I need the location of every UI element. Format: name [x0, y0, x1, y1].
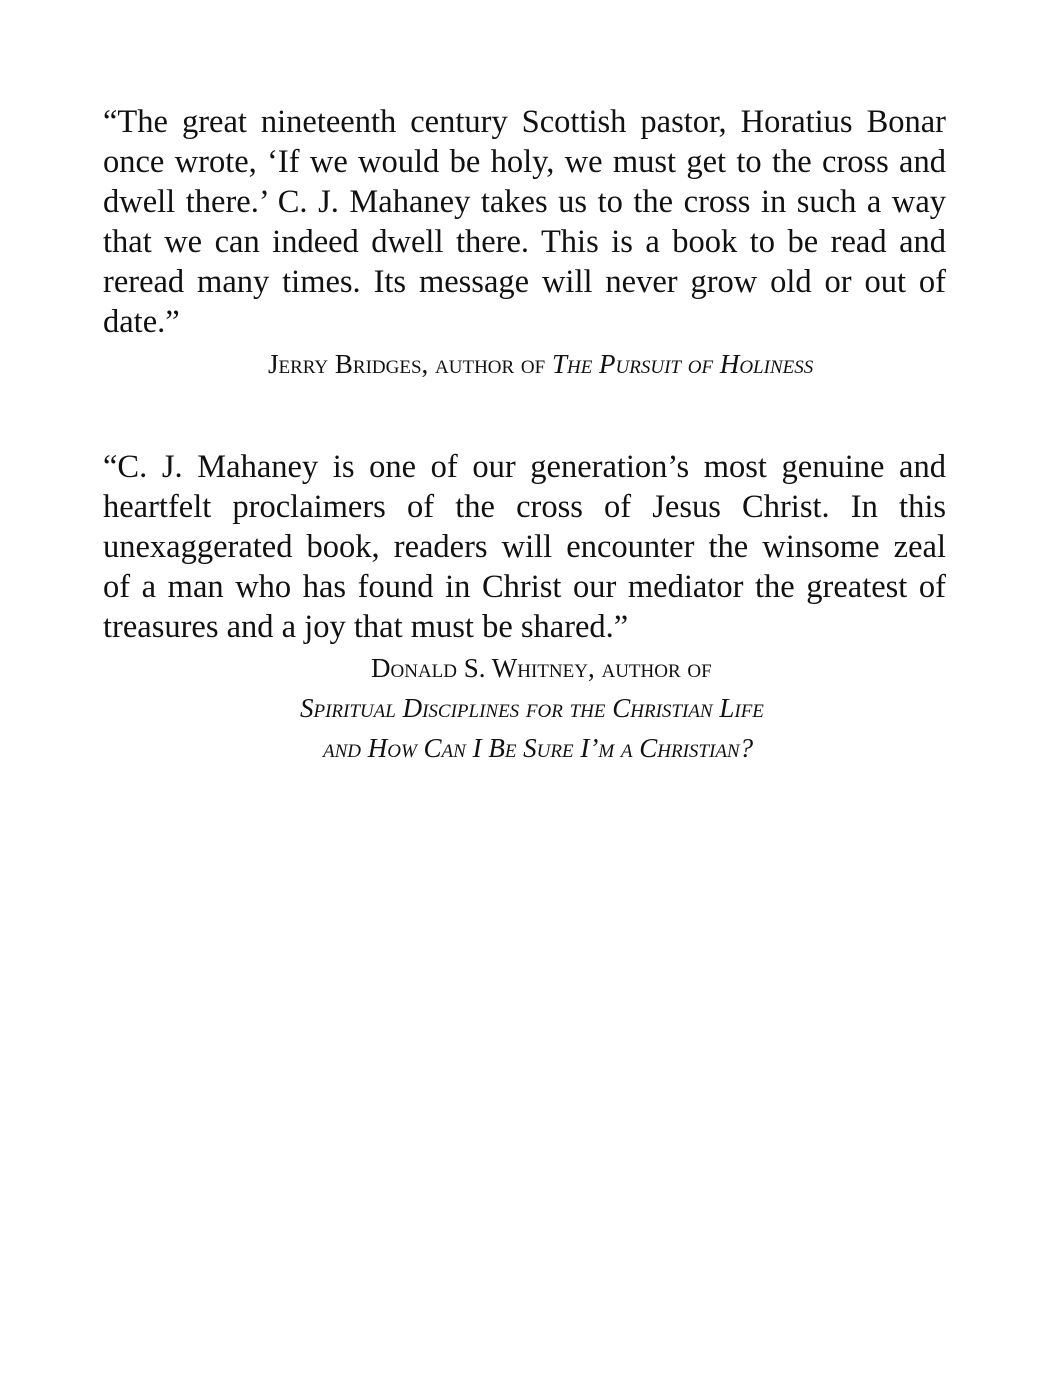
attribution-author-of: author of — [594, 653, 712, 683]
endorsement-quote-whitney — [103, 447, 946, 647]
attribution-book-title: The Pursuit of Holiness — [551, 349, 814, 379]
quote-line: dwell there.’ C. J. Mahaney takes us to the cross in such a way — [103, 184, 946, 220]
attribution-book-title: Spiritual Disciplines for the Christian Life — [300, 693, 764, 723]
attribution-book-title: and How Can I Be Sure I’m a Christian? — [323, 733, 754, 763]
quote-line: heartfelt proclaimers of the cross of Jesus Christ. In this — [103, 489, 946, 525]
endorsement-quote-bridges — [103, 102, 946, 342]
quote-line: once wrote, ‘If we would be holy, we must get to the cross and — [103, 144, 946, 180]
attribution-author: Donald S. Whitney, — [371, 653, 595, 683]
quote-line: date.” — [103, 304, 180, 340]
attribution-book-title-2 — [323, 728, 753, 770]
attribution-whitney — [371, 648, 712, 690]
quote-line: treasures and a joy that must be shared.” — [103, 609, 629, 645]
quote-line: reread many times. Its message will never grow old or out of — [103, 264, 946, 300]
quote-line: “The great nineteenth century Scottish pastor, Horatius Bonar — [103, 104, 946, 140]
quote-line: of a man who has found in Christ our mediator the greatest of — [103, 569, 946, 605]
attribution-book-title-1 — [300, 688, 764, 730]
quote-line: “C. J. Mahaney is one of our generation’s most genuine and — [103, 449, 946, 485]
attribution-author: Jerry Bridges, — [268, 349, 429, 379]
attribution-bridges — [268, 344, 813, 386]
quote-line: unexaggerated book, readers will encounter the winsome zeal — [103, 529, 946, 565]
attribution-author-of: author of — [428, 349, 552, 379]
quote-line: that we can indeed dwell there. This is a book to be read and — [103, 224, 946, 260]
